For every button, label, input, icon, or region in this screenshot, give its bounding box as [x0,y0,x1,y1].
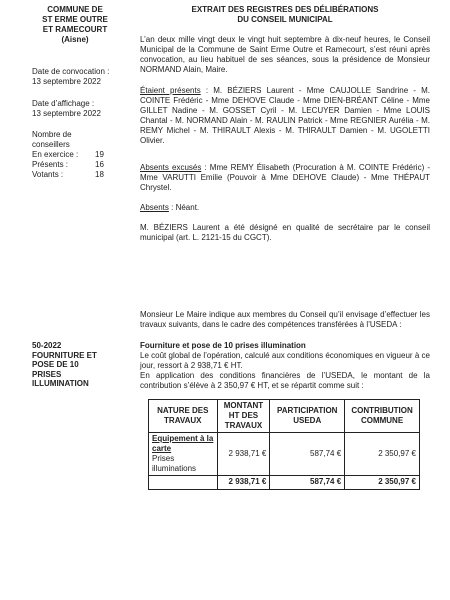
excuses-text: : Mme REMY Élisabeth (Procuration à M. COINTE Frédéric) - Mme VARUTTI Emilie (Pouvoir à Mme DEHOVE Claude) - Mme THÉPAUT Chrystel. [140,163,431,192]
presents-paragraph [140,86,430,146]
montant-value: 2 938,71 € [228,449,267,458]
total-contribution: 2 350,97 € [345,476,420,490]
count-value: 19 [95,150,104,159]
count-row [32,150,122,160]
counts-title: conseillers [32,140,70,149]
table-header-participation: PARTICIPATION USEDA [270,400,345,433]
total-participation: 587,74 € [270,476,345,490]
count-row [32,160,122,170]
table-cell-montant [217,433,270,476]
table-cell-participation [270,433,345,476]
count-value: 16 [95,160,104,169]
participation-value: 587,74 € [310,449,342,458]
table-cell-empty [149,476,218,490]
deliberation-reference [32,341,137,389]
table-cell-contribution [345,433,420,476]
count-label: Présents : [32,160,69,169]
counts-title: Nombre de [32,130,72,139]
deliberation-number: 50-2022 [32,341,62,350]
conseillers-count-block [32,130,122,180]
page-title-line: DU CONSEIL MUNICIPAL [237,15,333,24]
deliberation-title-line: PRISES [32,369,62,379]
commune-line: ST ERME OUTRE [42,15,108,24]
total-montant: 2 938,71 € [217,476,270,490]
intro-paragraph: L’an deux mille vingt deux le vingt huit septembre à dix-neuf heures, le Conseil Municipal de la Commune de Saint Erme Outre et Ramecourt, s’est réuni après convocation, au lieu habituel de ses séances, sous la présidence de Monsieur NORMAND Alain, Maire. [140,35,430,74]
contribution-value: 2 350,97 € [378,449,416,458]
table-header-contribution: CONTRIBUTION COMMUNE [345,400,420,433]
travaux-title: Fourniture et pose de 10 prises illumination [140,341,306,350]
commune-name [20,5,130,45]
presents-text: : M. BÉZIERS Laurent - Mme CAUJOLLE Sandrine - M. COINTE Frédéric - Mme DEHOVE Claude - Mme DIEN-BRÉANT Céline - Mme GILLET Nadine - M. GOSSET Cyril - M. LECUYER Damien - Mme LOUIS Chantal - M. NORMAND Alain - M. RAULIN Patrick - Mme REGNIER Aurélia - M. REMY Michel - M. THIRAULT Alexis - M. THIRAULT Damien - M. UGOLETTI Olivier. [140,86,431,145]
table-section-label: Equipement à la carte [152,434,214,453]
deliberation-title-line: ILLUMINATION [32,379,89,388]
absents-text: : Néant. [168,203,200,212]
cout-paragraph: Le coût global de l’opération, calculé aux conditions économiques en vigueur à ce jour, ressort à 2 938,71 € HT. [140,351,430,370]
count-label: En exercice : [32,150,79,159]
cost-table [148,399,420,490]
convocation-date: 13 septembre 2022 [32,77,101,86]
commune-line: (Aisne) [61,35,89,44]
absents-label: Absents [140,203,169,212]
affichage-label: Date d’affichage : [32,99,95,108]
contribution-paragraph: En application des conditions financières de l’USEDA, le montant de la contribution s’élève à 2 350,97 € HT, et se répartit comme suit : [140,371,430,390]
deliberation-title-line: POSE DE 10 [32,360,79,369]
table-header-nature: NATURE DES TRAVAUX [149,400,218,433]
count-label: Votants : [32,170,64,179]
table-row-label: Prises illuminations [152,454,197,473]
convocation-label: Date de convocation : [32,67,110,76]
absents-paragraph [140,203,430,213]
commune-line: ET RAMECOURT [42,25,108,34]
affichage-date: 13 septembre 2022 [32,109,101,118]
commune-line: COMMUNE DE [47,5,103,14]
deliberation-title-line: FOURNITURE ET [32,350,97,360]
table-row [149,433,420,476]
page-title [140,5,430,25]
secretaire-paragraph: M. BÉZIERS Laurent a été désigné en qualité de secrétaire par le conseil municipal (art. L. 2121-15 du CGCT). [140,223,430,242]
excuses-paragraph [140,163,430,193]
presents-label: Étaient présents [140,86,201,95]
table-header-montant: MONTANT HT DES TRAVAUX [217,400,270,433]
table-header-row [149,400,420,433]
page-title-line: EXTRAIT DES REGISTRES DES DÉLIBÉRATIONS [191,5,379,14]
affichage-block [32,99,137,119]
table-total-row [149,476,420,490]
count-value: 18 [95,170,104,179]
count-row [32,170,122,180]
table-cell-nature [149,433,218,476]
travaux-intro-paragraph: Monsieur Le Maire indique aux membres du Conseil qu’il envisage d’effectuer les travaux suivants, dans le cadre des compétences transférées à l’USEDA : [140,310,430,329]
excuses-label: Absents excusés [140,163,202,172]
convocation-block [32,67,137,87]
